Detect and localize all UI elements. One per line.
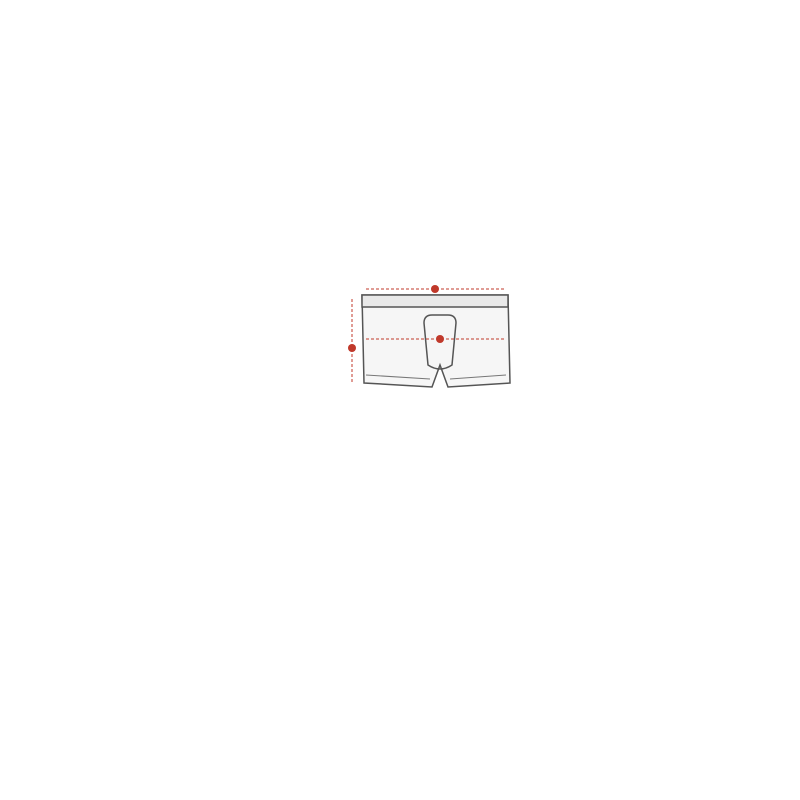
boxer-outline: [362, 295, 510, 387]
marker-a: [431, 285, 439, 293]
boxer-brief-diagram: [340, 283, 540, 398]
marker-c: [348, 344, 356, 352]
marker-b: [436, 335, 444, 343]
